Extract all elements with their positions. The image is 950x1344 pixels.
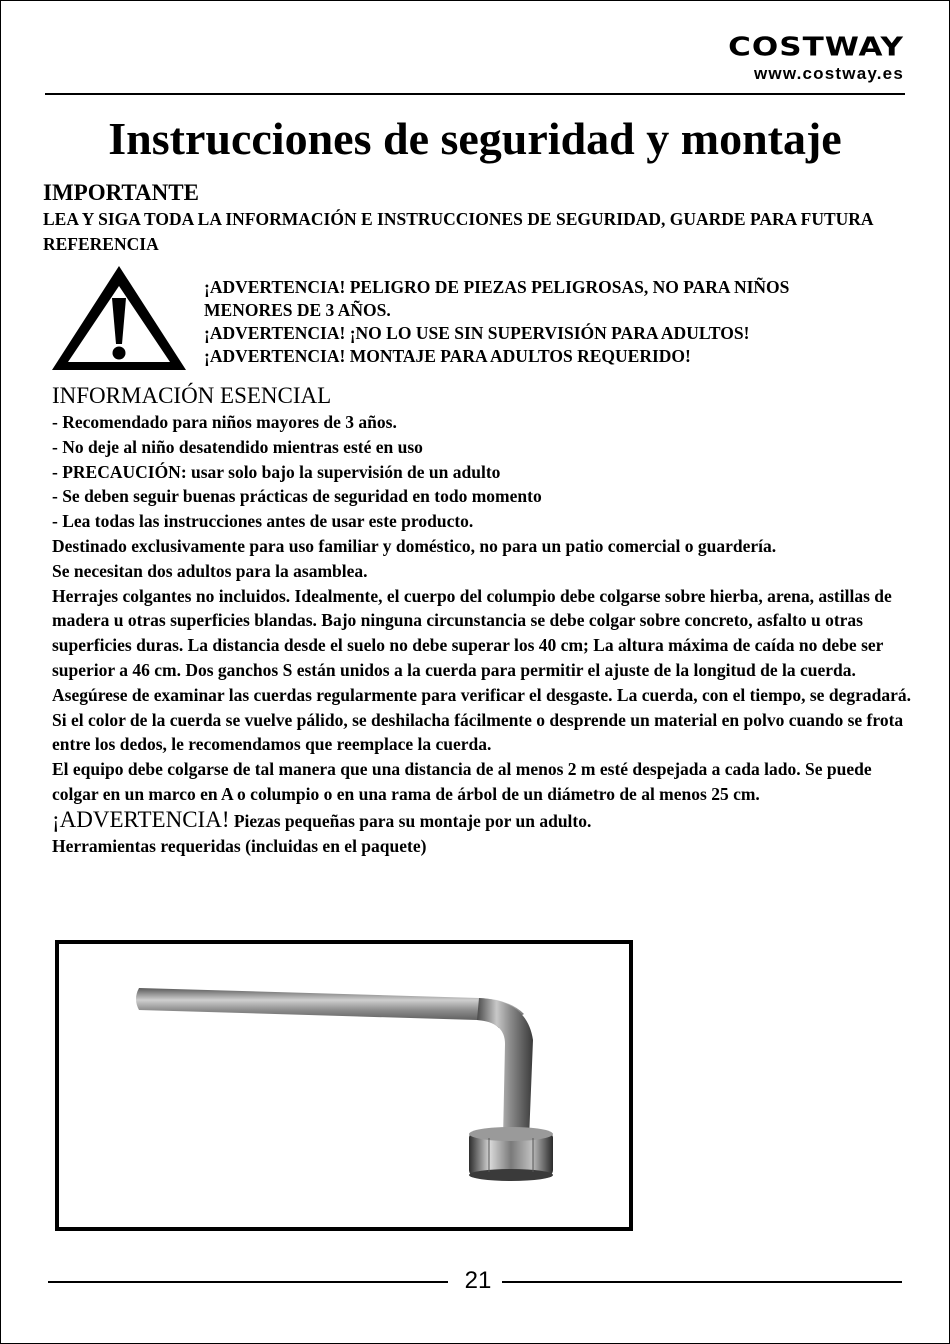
warnings-block	[204, 276, 924, 368]
page-number: 21	[464, 1267, 492, 1294]
header-divider	[45, 93, 905, 95]
info-paragraph: Se necesitan dos adultos para la asamblea.	[52, 560, 368, 581]
info-paragraph: Asegúrese de examinar las cuerdas regularmente para verificar el desgaste. La cuerda, con el tiempo, se degradará. Si el color de la cuerda se vuelve pálido, se deshilacha fácilmente o desprende un material en polvo cuando se frota entre los dedos, le recomendamos que reemplace la cuerda.	[52, 684, 911, 755]
brand-name: COSTWAY	[728, 32, 904, 62]
info-paragraph: Herrajes colgantes no incluidos. Idealmente, el cuerpo del columpio debe colgarse sobre hierba, arena, astillas de madera u otras superficies blandas. Bajo ninguna circunstancia se debe colgar sobre concreto, asfalto u otras superficies duras. La distancia desde el suelo no debe superar los 40 cm; La altura máxima de caída no debe ser superior a 46 cm. Dos ganchos S están unidos a la cuerda para permitir el ajuste de la longitud de la cuerda.	[52, 585, 892, 680]
advertencia-label: ¡ADVERTENCIA!	[52, 806, 230, 832]
important-text: LEA Y SIGA TODA LA INFORMACIÓN E INSTRUCCIONES DE SEGURIDAD, GUARDE PARA FUTURA REFERENCIA	[43, 209, 873, 254]
brand-logo	[728, 34, 904, 84]
advertencia-text: Piezas pequeñas para su montaje por un adulto.	[229, 810, 592, 831]
info-paragraph: El equipo debe colgarse de tal manera que una distancia de al menos 2 m esté despejada a cada lado. Se puede colgar en un marco en A o columpio o en una rama de árbol de un diámetro de al menos 25 cm.	[52, 759, 872, 804]
warning-line: ¡ADVERTENCIA! MONTAJE PARA ADULTOS REQUERIDO!	[204, 346, 691, 366]
warning-line: ¡ADVERTENCIA! ¡NO LO USE SIN SUPERVISIÓN PARA ADULTOS!	[204, 323, 750, 343]
l-wrench-icon	[59, 944, 629, 1227]
warning-triangle-icon	[48, 262, 190, 374]
bullet-item: - No deje al niño desatendido mientras esté en uso	[52, 436, 423, 457]
warning-line: ¡ADVERTENCIA! PELIGRO DE PIEZAS PELIGROSAS, NO PARA NIÑOS MENORES DE 3 AÑOS.	[204, 277, 790, 320]
brand-url: www.costway.es	[753, 64, 904, 83]
info-heading: INFORMACIÓN ESENCIAL	[52, 383, 332, 408]
important-heading: IMPORTANTE	[43, 180, 199, 205]
bullet-item: - Recomendado para niños mayores de 3 años.	[52, 412, 397, 432]
page-title: Instrucciones de seguridad y montaje	[108, 113, 842, 164]
footer-rule-left	[48, 1281, 448, 1283]
tool-image-frame	[55, 940, 633, 1231]
info-paragraph: Destinado exclusivamente para uso familiar y doméstico, no para un patio comercial o guardería.	[52, 535, 777, 556]
info-body	[52, 410, 912, 859]
bullet-item: - Se deben seguir buenas prácticas de seguridad en todo momento	[52, 486, 542, 507]
small-parts-warning	[52, 807, 912, 834]
bullet-item: - Lea todas las instrucciones antes de usar este producto.	[52, 511, 474, 532]
footer-rule-right	[502, 1281, 902, 1283]
bullet-item: - PRECAUCIÓN: usar solo bajo la supervisión de un adulto	[52, 461, 501, 482]
tools-required-label: Herramientas requeridas (incluidas en el paquete)	[52, 835, 427, 856]
